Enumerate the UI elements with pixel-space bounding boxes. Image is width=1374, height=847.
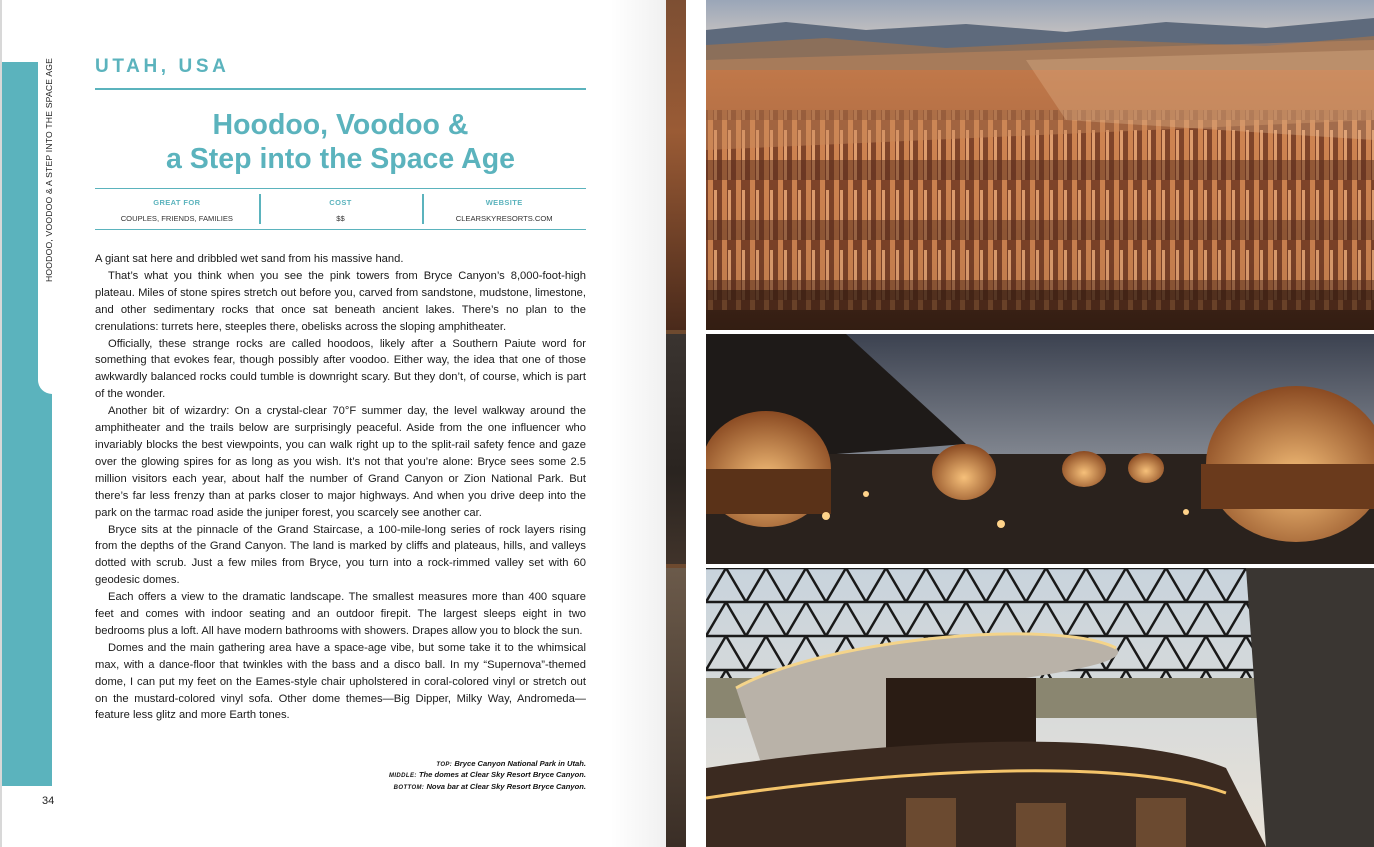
info-label: WEBSITE [485,198,523,207]
photo-bryce-canyon [706,0,1374,330]
left-page [0,0,666,847]
info-website [422,189,586,229]
info-label: COST [329,198,352,207]
spine-shadow [610,0,666,847]
info-value: CLEARSKYRESORTS.COM [455,214,553,223]
paragraph: Each offers a view to the dramatic landscape. The smallest measures more than 400 square feet and comes with indoor seating and an outdoor firepit. The largest sleeps eight in two bedrooms plus a loft. All have modern bathrooms with showers. Drapes allow you to block the sun. [95,591,586,637]
info-label: GREAT FOR [153,198,201,207]
photo-captions [300,759,586,793]
bryce-canyon-image [706,0,1374,330]
gutter [686,0,706,847]
domes-image [706,334,1374,564]
paragraph: Officially, these strange rocks are called hoodoos, likely after a Southern Paiute word for something that evokes fear, though possibly after voodoo. Either way, the idea that one of those awkwardly balanced rocks could tumble is downright scary. But they don’t, of course, which is part of the wonder. [95,337,586,401]
article-body [95,251,586,724]
caption-label: TOP: [436,762,453,768]
caption-label: MIDDLE: [388,773,417,780]
running-head-text: HOODOO, VOODOO & A STEP INTO THE SPACE AGE [44,57,54,282]
caption-top [300,759,586,770]
article-headline [95,108,586,176]
caption-text: Bryce Canyon National Park in Utah. [454,759,586,768]
paragraph: Domes and the main gathering area have a space-age vibe, but some take it to the whimsical max, with a dance-floor that twinkles with the bass and a disco ball. In my “Supernova”-themed dome, I can put my feet on the Eames-style chair upholstered in coral-colored vinyl or stretch out on the mustard-colored vinyl sofa. Other dome themes—Big Dipper, Milky Way, Andromeda—feature less glitz and more Earth tones. [95,641,586,722]
running-head [44,57,58,282]
location-kicker: UTAH, USA [95,56,230,77]
sliver-middle [666,334,686,564]
caption-text: The domes at Clear Sky Resort Bryce Canyon. [418,770,586,780]
headline-line-1: Hoodoo, Voodoo & [212,109,469,141]
info-box [95,188,586,230]
caption-bottom [300,782,586,793]
paragraph: That’s what you think when you see the pink towers from Bryce Canyon’s 8,000-foot-high plateau. Miles of stone spires stretch out before you, carved from sandstone, mudstone, limestone, and other sedimentary rocks that once sat beneath ancient lakes. There’s no plan to the crenulations: turrets here, steeples there, obelisks across the sloping amphitheater. [95,269,586,333]
nova-bar-image [706,568,1374,847]
caption-label: BOTTOM: [393,784,425,791]
sliver-bottom [666,568,686,847]
info-great-for [95,189,259,229]
facing-page-sliver [666,0,686,847]
photo-nova-bar [706,568,1374,847]
caption-text: Nova bar at Clear Sky Resort Bryce Canyon. [426,781,586,791]
info-value: $$ [336,214,345,223]
page-number: 34 [42,795,55,807]
paragraph: A giant sat here and dribbled wet sand from his massive hand. [95,253,404,265]
caption-middle [300,770,586,781]
sliver-top [666,0,686,330]
photo-domes [706,334,1374,564]
info-cost [259,189,423,229]
kicker-rule [95,88,586,90]
paragraph: Another bit of wizardry: On a crystal-clear 70°F summer day, the level walkway around the amphitheater and the trails below are surprisingly peaceful. Aside from the one influencer who invariably blocks the best viewpoints, you can walk right up to the split-rail safety fence and gaze over the glowing spires for as long as you wish. It’s not that you’re alone: Bryce sees some 2.5 million visitors each year, about half the number of Grand Canyon or Zion National Park. But there’s far less frenzy than at parks closer to major highways. And when you drive deep into the park on the tarmac road aside the juniper forest, you scarcely see another car. [95,405,586,519]
paragraph: Bryce sits at the pinnacle of the Grand Staircase, a 100-mile-long series of rock layers rising from the depths of the Grand Canyon. The land is marked by cliffs and plateaus, hills, and valleys dotted with scrub. Just a few miles from Bryce, you turn into a rock-rimmed valley set with 60 geodesic domes. [95,523,586,587]
info-value: COUPLES, FRIENDS, FAMILIES [120,214,233,223]
headline-line-2: a Step into the Space Age [166,143,515,175]
